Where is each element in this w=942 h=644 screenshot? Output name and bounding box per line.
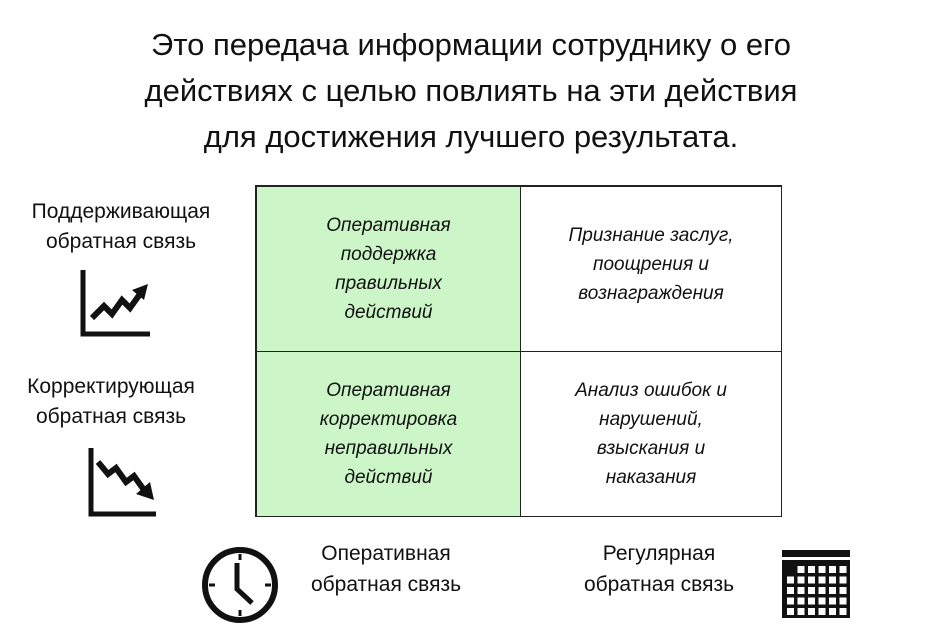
- row-label-corrective-line-2: обратная связь: [35, 405, 187, 428]
- title-line-1: Это передача информации сотруднику о его: [151, 27, 791, 62]
- trend-down-chart-icon: [86, 448, 160, 518]
- cell-text-line: неправильных: [324, 438, 453, 459]
- column-label-operative-line-2: обратная связь: [310, 573, 462, 596]
- row-label-corrective-line-1: Корректирующая: [27, 375, 195, 398]
- row-label-supportive-line-1: Поддерживающая: [31, 200, 211, 223]
- cell-text-line: корректировка: [319, 409, 458, 430]
- cell-text-line: Оперативная: [326, 215, 451, 236]
- cell-text-line: действий: [344, 467, 433, 488]
- cell-text-line: действий: [344, 302, 433, 323]
- cell-text-line: поддержка: [340, 244, 437, 265]
- cell-text-line: нарушений,: [599, 409, 703, 430]
- row-label-corrective: [5, 372, 217, 432]
- cell-operative-correction: [256, 351, 521, 517]
- cell-text-line: Оперативная: [326, 380, 451, 401]
- cell-text-line: Признание заслуг,: [568, 225, 734, 246]
- cell-text-line: взыскания и: [596, 438, 706, 459]
- row-label-supportive-line-2: обратная связь: [45, 230, 197, 253]
- cell-text-line: поощрения и: [593, 254, 709, 275]
- cell-error-analysis: [520, 351, 782, 517]
- cell-text-line: вознаграждения: [578, 283, 724, 304]
- feedback-matrix: [255, 185, 782, 517]
- cell-recognition: [520, 186, 782, 352]
- column-label-operative: [290, 538, 482, 600]
- page-title: [60, 22, 882, 160]
- title-line-2: действиях с целью повлиять на эти действия: [144, 73, 798, 108]
- column-label-regular: [563, 538, 755, 600]
- cell-text-line: правильных: [335, 273, 442, 294]
- column-label-operative-line-1: Оперативная: [321, 542, 451, 565]
- calendar-icon: [780, 548, 852, 620]
- cell-text-line: Анализ ошибок и: [575, 380, 727, 401]
- title-line-3: для достижения лучшего результата.: [203, 119, 739, 154]
- clock-icon: [200, 545, 280, 625]
- cell-text-line: наказания: [605, 467, 697, 488]
- trend-up-chart-icon: [78, 270, 154, 338]
- column-label-regular-line-2: обратная связь: [583, 573, 735, 596]
- row-label-supportive: [10, 197, 232, 257]
- cell-operative-support: [256, 186, 521, 352]
- column-label-regular-line-1: Регулярная: [602, 542, 716, 565]
